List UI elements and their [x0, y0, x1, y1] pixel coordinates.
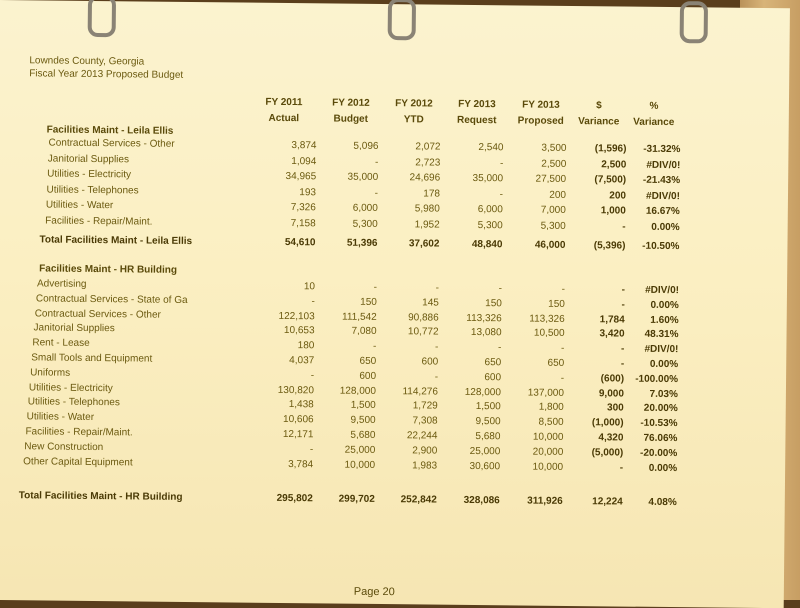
cell-var-p: #DIV/0!: [646, 190, 681, 202]
total-cell-actual: 54,610: [284, 236, 316, 249]
cell-request: 1,500: [475, 401, 501, 413]
cell-ytd: -: [434, 371, 439, 383]
cell-budget: 650: [359, 355, 377, 367]
cell-budget: 128,000: [339, 385, 376, 397]
cell-actual: 130,820: [277, 384, 314, 396]
cell-request: 650: [484, 357, 502, 369]
col-fy2013-proposed: FY 2013 Proposed: [517, 99, 564, 127]
cell-var-p: -10.53%: [640, 417, 678, 430]
cell-ytd: 90,886: [408, 311, 439, 324]
total-row: [0, 490, 785, 514]
total-cell-var-p: 4.08%: [648, 496, 677, 509]
cell-request: -: [498, 283, 503, 295]
row-label: Contractual Services - Other: [48, 137, 175, 150]
cell-request: 5,300: [477, 219, 503, 231]
cell-proposed: 2,500: [541, 158, 567, 170]
row-label: Utilities - Telephones: [46, 183, 139, 196]
cell-proposed: 3,500: [541, 142, 567, 154]
page-number: Page 20: [353, 585, 395, 599]
row-label: Facilities - Repair/Maint.: [45, 214, 153, 228]
cell-ytd: 2,723: [415, 156, 441, 169]
cell-proposed: 7,000: [540, 204, 566, 216]
cell-budget: 5,300: [352, 218, 378, 230]
cell-var-d: 3,420: [599, 328, 625, 340]
binder-ring: [88, 0, 116, 37]
cell-actual: 3,784: [288, 458, 314, 470]
row-label: Other Capital Equipment: [23, 455, 133, 469]
total-cell-actual: 295,802: [276, 492, 313, 505]
cell-request: 13,080: [470, 327, 502, 339]
cell-ytd: 1,952: [414, 218, 440, 231]
total-label: Total Facilities Maint - HR Building: [18, 490, 183, 503]
total-cell-ytd: 252,842: [400, 494, 437, 506]
cell-var-d: (5,000): [591, 447, 624, 459]
cell-var-p: 0.00%: [651, 221, 680, 233]
cell-ytd: 2,900: [412, 445, 438, 457]
cell-var-p: 76.06%: [643, 432, 678, 445]
cell-budget: 1,500: [350, 400, 376, 412]
total-cell-budget: 299,702: [338, 493, 375, 505]
cell-var-d: 1,000: [600, 205, 626, 217]
col-fy2013-request: FY 2013 Request: [456, 98, 497, 127]
total-cell-request: 328,086: [463, 494, 500, 507]
cell-proposed: 27,500: [535, 173, 567, 185]
cell-proposed: 5,300: [540, 220, 566, 232]
col-fy2011-actual: FY 2011 Actual: [265, 96, 303, 125]
cell-ytd: 24,696: [409, 172, 441, 184]
cell-var-d: (1,596): [594, 143, 627, 155]
cell-var-d: -: [619, 462, 624, 474]
row-label: Contractual Services - Other: [34, 307, 161, 321]
row-label: Uniforms: [30, 367, 71, 379]
cell-proposed: 1,800: [538, 402, 564, 414]
cell-var-d: 9,000: [598, 387, 624, 400]
cell-ytd: 10,772: [407, 326, 439, 339]
cell-ytd: 600: [421, 356, 439, 368]
row-label: New Construction: [24, 441, 104, 453]
cell-budget: 5,680: [350, 429, 376, 441]
cell-proposed: 150: [548, 298, 565, 310]
total-cell-budget: 51,396: [346, 237, 378, 249]
total-label: Total Facilities Maint - Leila Ellis: [39, 234, 193, 248]
cell-request: 6,000: [477, 204, 503, 216]
cell-budget: 600: [359, 370, 377, 382]
cell-actual: 122,103: [278, 310, 315, 322]
row-label: Small Tools and Equipment: [31, 352, 153, 365]
cell-actual: 4,037: [289, 355, 315, 367]
row-label: Contractual Services - State of Ga: [35, 293, 188, 306]
cell-budget: 35,000: [347, 171, 379, 183]
row-label: Utilities - Telephones: [27, 396, 120, 409]
cell-ytd: 145: [422, 297, 439, 309]
total-cell-var-d: 12,224: [592, 496, 623, 508]
cell-actual: 1,438: [288, 399, 314, 411]
cell-proposed: 113,326: [529, 313, 565, 325]
col-fy2012-budget: FY 2012 Budget: [332, 97, 370, 125]
section-title-leila-ellis: Facilities Maint - Leila Ellis: [46, 124, 174, 137]
cell-actual: 7,326: [290, 202, 316, 214]
cell-ytd: 5,980: [414, 203, 440, 215]
cell-request: 128,000: [464, 386, 501, 398]
cell-proposed: 200: [549, 189, 567, 201]
total-cell-var-d: (5,396): [593, 240, 626, 252]
cell-ytd: 22,244: [406, 430, 438, 442]
cell-proposed: 10,000: [532, 431, 564, 443]
cell-budget: -: [374, 187, 379, 199]
cell-actual: 193: [299, 186, 317, 198]
cell-actual: 7,158: [290, 217, 316, 229]
cell-actual: -: [310, 370, 315, 382]
cell-var-p: 1.60%: [650, 314, 679, 326]
cell-budget: -: [372, 341, 377, 353]
cell-var-p: 48.31%: [644, 329, 679, 341]
col-dollar-variance: $ Variance: [578, 100, 620, 128]
cell-request: -: [499, 188, 504, 200]
cell-var-d: (1,000): [591, 417, 624, 429]
cell-var-p: #DIV/0!: [646, 159, 681, 171]
cell-var-d: 2,500: [601, 158, 627, 171]
cell-var-p: 20.00%: [643, 403, 678, 415]
cell-proposed: 10,500: [533, 328, 565, 340]
cell-budget: 5,096: [353, 140, 379, 152]
cell-ytd: 7,308: [412, 415, 438, 427]
cell-ytd: -: [435, 282, 440, 294]
total-cell-request: 48,840: [471, 238, 503, 251]
county-name: Lowndes County, Georgia: [29, 55, 145, 68]
col-fy2012-ytd: FY 2012 YTD: [395, 98, 433, 126]
cell-proposed: 8,500: [538, 416, 564, 429]
row-label: Rent - Lease: [32, 337, 90, 350]
cell-proposed: 10,000: [532, 461, 564, 473]
cell-proposed: 20,000: [532, 446, 564, 458]
cell-var-p: 0.00%: [649, 358, 679, 371]
binder-ring: [680, 1, 708, 43]
cell-request: 2,540: [478, 142, 504, 154]
cell-var-d: -: [621, 299, 625, 311]
cell-budget: 111,542: [341, 311, 377, 323]
row-label: Advertising: [36, 278, 87, 290]
cell-request: -: [499, 157, 504, 169]
cell-ytd: -: [434, 341, 439, 353]
cell-var-p: 7.03%: [649, 388, 678, 400]
cell-proposed: -: [560, 372, 565, 384]
cell-budget: 9,500: [350, 414, 376, 427]
cell-request: 35,000: [472, 172, 504, 185]
cell-actual: 10,606: [282, 414, 314, 426]
row-label: Janitorial Supplies: [33, 322, 115, 335]
cell-var-p: -21.43%: [642, 174, 681, 187]
binder-ring: [388, 0, 416, 40]
cell-actual: 3,874: [291, 140, 317, 152]
cell-var-p: -100.00%: [635, 373, 679, 385]
cell-request: -: [497, 342, 502, 354]
cell-ytd: 1,983: [412, 459, 438, 472]
cell-actual: 1,094: [291, 155, 317, 167]
total-cell-ytd: 37,602: [408, 238, 440, 250]
cell-ytd: 114,276: [402, 385, 438, 398]
cell-request: 150: [485, 297, 502, 310]
cell-actual: 180: [297, 340, 315, 352]
cell-var-d: -: [620, 343, 625, 355]
cell-request: 30,600: [469, 460, 501, 472]
row-label: Utilities - Electricity: [28, 381, 113, 394]
cell-var-d: 300: [607, 402, 624, 414]
cell-var-p: #DIV/0!: [644, 343, 679, 356]
cell-budget: 150: [360, 296, 377, 308]
row-label: Utilities - Water: [26, 411, 95, 424]
cell-var-d: 1,784: [599, 313, 625, 326]
cell-request: 600: [484, 371, 502, 384]
total-cell-proposed: 46,000: [534, 239, 566, 251]
cell-var-p: -20.00%: [639, 447, 678, 459]
cell-ytd: 178: [423, 187, 441, 200]
cell-actual: -: [309, 444, 314, 456]
cell-proposed: -: [561, 283, 566, 295]
total-cell-proposed: 311,926: [527, 495, 563, 507]
cell-var-d: (7,500): [594, 174, 627, 186]
cell-ytd: 2,072: [415, 141, 441, 153]
document-title: Fiscal Year 2013 Proposed Budget: [29, 68, 184, 81]
cell-budget: 7,080: [351, 326, 377, 338]
cell-budget: -: [374, 156, 379, 168]
cell-budget: 25,000: [344, 444, 376, 456]
row-label: Janitorial Supplies: [47, 153, 130, 165]
total-row: [0, 234, 788, 258]
cell-var-d: 4,320: [598, 432, 624, 444]
row-label: Utilities - Water: [45, 199, 114, 212]
cell-var-p: #DIV/0!: [645, 284, 680, 297]
cell-ytd: 1,729: [412, 400, 438, 412]
cell-request: 25,000: [469, 445, 501, 458]
section-title-hr-building: Facilities Maint - HR Building: [39, 263, 178, 276]
cell-var-p: 0.00%: [648, 462, 678, 474]
cell-budget: 6,000: [352, 202, 378, 214]
cell-actual: 12,171: [282, 428, 314, 441]
row-label: Facilities - Repair/Maint.: [25, 426, 133, 439]
total-cell-var-p: -10.50%: [642, 240, 680, 253]
cell-var-p: -31.32%: [643, 143, 681, 156]
cell-actual: 10,653: [283, 325, 315, 337]
cell-actual: 10: [303, 281, 316, 293]
cell-var-p: 0.00%: [650, 299, 679, 311]
cell-var-p: 16.67%: [645, 205, 680, 218]
cell-var-d: (600): [600, 373, 625, 385]
col-percent-variance: % Variance: [633, 100, 675, 129]
cell-proposed: 137,000: [527, 387, 564, 399]
cell-request: 5,680: [475, 431, 501, 443]
cell-var-d: -: [622, 221, 626, 233]
cell-budget: -: [373, 281, 378, 293]
cell-var-d: -: [620, 358, 625, 370]
cell-proposed: -: [560, 343, 565, 355]
cell-actual: 34,965: [285, 171, 317, 183]
cell-proposed: 650: [547, 357, 565, 369]
cell-actual: -: [311, 296, 315, 308]
row-label: Utilities - Electricity: [47, 168, 132, 181]
cell-var-d: -: [621, 284, 626, 296]
cell-request: 113,326: [466, 312, 502, 324]
cell-budget: 10,000: [344, 459, 376, 471]
cell-request: 9,500: [475, 416, 501, 428]
cell-var-d: 200: [609, 189, 627, 202]
